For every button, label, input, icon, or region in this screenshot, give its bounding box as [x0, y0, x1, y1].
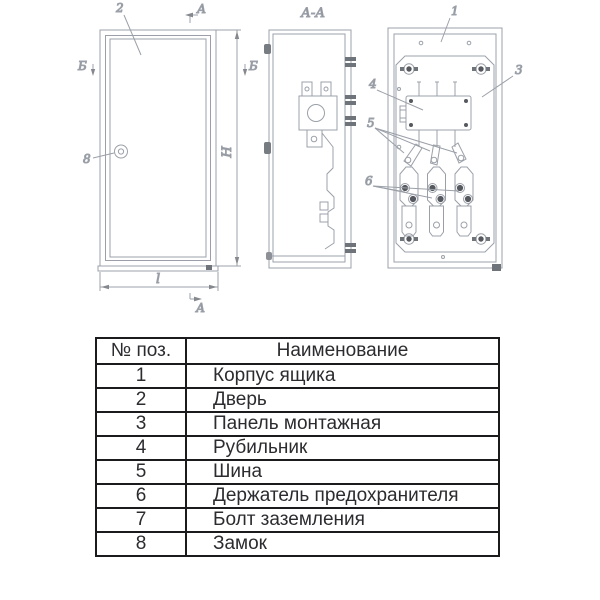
parts-table-header-row [96, 338, 499, 364]
row-name: Шина [186, 460, 499, 484]
switch-callout: 4 [369, 77, 377, 91]
table-row [96, 460, 499, 484]
switch-front-view [400, 82, 471, 130]
fuse-callout: 6 [365, 174, 373, 188]
svg-text:Б: Б [78, 59, 87, 73]
table-row [96, 436, 499, 460]
table-row [96, 484, 499, 508]
col-header-pos: № поз. [96, 338, 186, 364]
col-header-name: Наименование [186, 338, 499, 364]
svg-text:А: А [196, 301, 206, 315]
body-callout: 1 [451, 4, 459, 18]
table-row [96, 532, 499, 556]
width-dimension-label: l [156, 272, 161, 287]
door [110, 39, 206, 257]
row-pos: 3 [96, 412, 186, 436]
lock-icon [115, 145, 128, 158]
row-name: Панель монтажная [186, 412, 499, 436]
fuse-holders [400, 167, 473, 236]
panel-leader-line [482, 76, 513, 97]
section-mark-a-bottom [190, 293, 205, 315]
bus-profile [320, 133, 334, 249]
view-mark-b-right [243, 59, 258, 76]
row-name: Держатель предохранителя [186, 484, 499, 508]
bus-leader-lines [375, 128, 457, 153]
panel-corner-bolts [400, 64, 490, 244]
section-mark-a-top [185, 2, 206, 23]
hinge-icon [264, 44, 271, 54]
hinge-icon [266, 252, 272, 260]
bus-straps [404, 130, 466, 166]
row-name: Рубильник [186, 436, 499, 460]
grounding-bolt-icon [492, 264, 501, 271]
door-callout: 2 [116, 1, 124, 15]
bus-callout: 5 [367, 116, 375, 130]
row-pos: 1 [96, 364, 186, 388]
svg-text:Б: Б [249, 59, 258, 73]
row-pos: 6 [96, 484, 186, 508]
row-pos: 8 [96, 532, 186, 556]
row-pos: 5 [96, 460, 186, 484]
row-name: Болт заземления [186, 508, 499, 532]
section-view-title: А-А [301, 6, 326, 21]
row-pos: 2 [96, 388, 186, 412]
hinge-icon [264, 142, 271, 154]
table-row [96, 364, 499, 388]
view-mark-b-left [77, 59, 95, 76]
door-latch-mark [206, 265, 212, 270]
lock-callout: 8 [83, 152, 91, 166]
row-pos: 4 [96, 436, 186, 460]
table-row [96, 388, 499, 412]
row-pos: 7 [96, 508, 186, 532]
switch-side-view [299, 82, 337, 147]
svg-text:А: А [197, 2, 207, 16]
row-name: Корпус ящика [186, 364, 499, 388]
lock-leader-line [93, 153, 114, 158]
front-view [77, 1, 258, 315]
width-dimension [100, 272, 218, 291]
internal-view [365, 4, 523, 271]
parts-table [95, 337, 500, 557]
table-row [96, 508, 499, 532]
table-row [96, 412, 499, 436]
section-view [264, 6, 356, 268]
height-dimension [216, 30, 241, 266]
panel-callout: 3 [515, 63, 523, 77]
height-dimension-label: Н [220, 146, 235, 158]
row-name: Дверь [186, 388, 499, 412]
body-leader-line [441, 18, 450, 42]
row-name: Замок [186, 532, 499, 556]
